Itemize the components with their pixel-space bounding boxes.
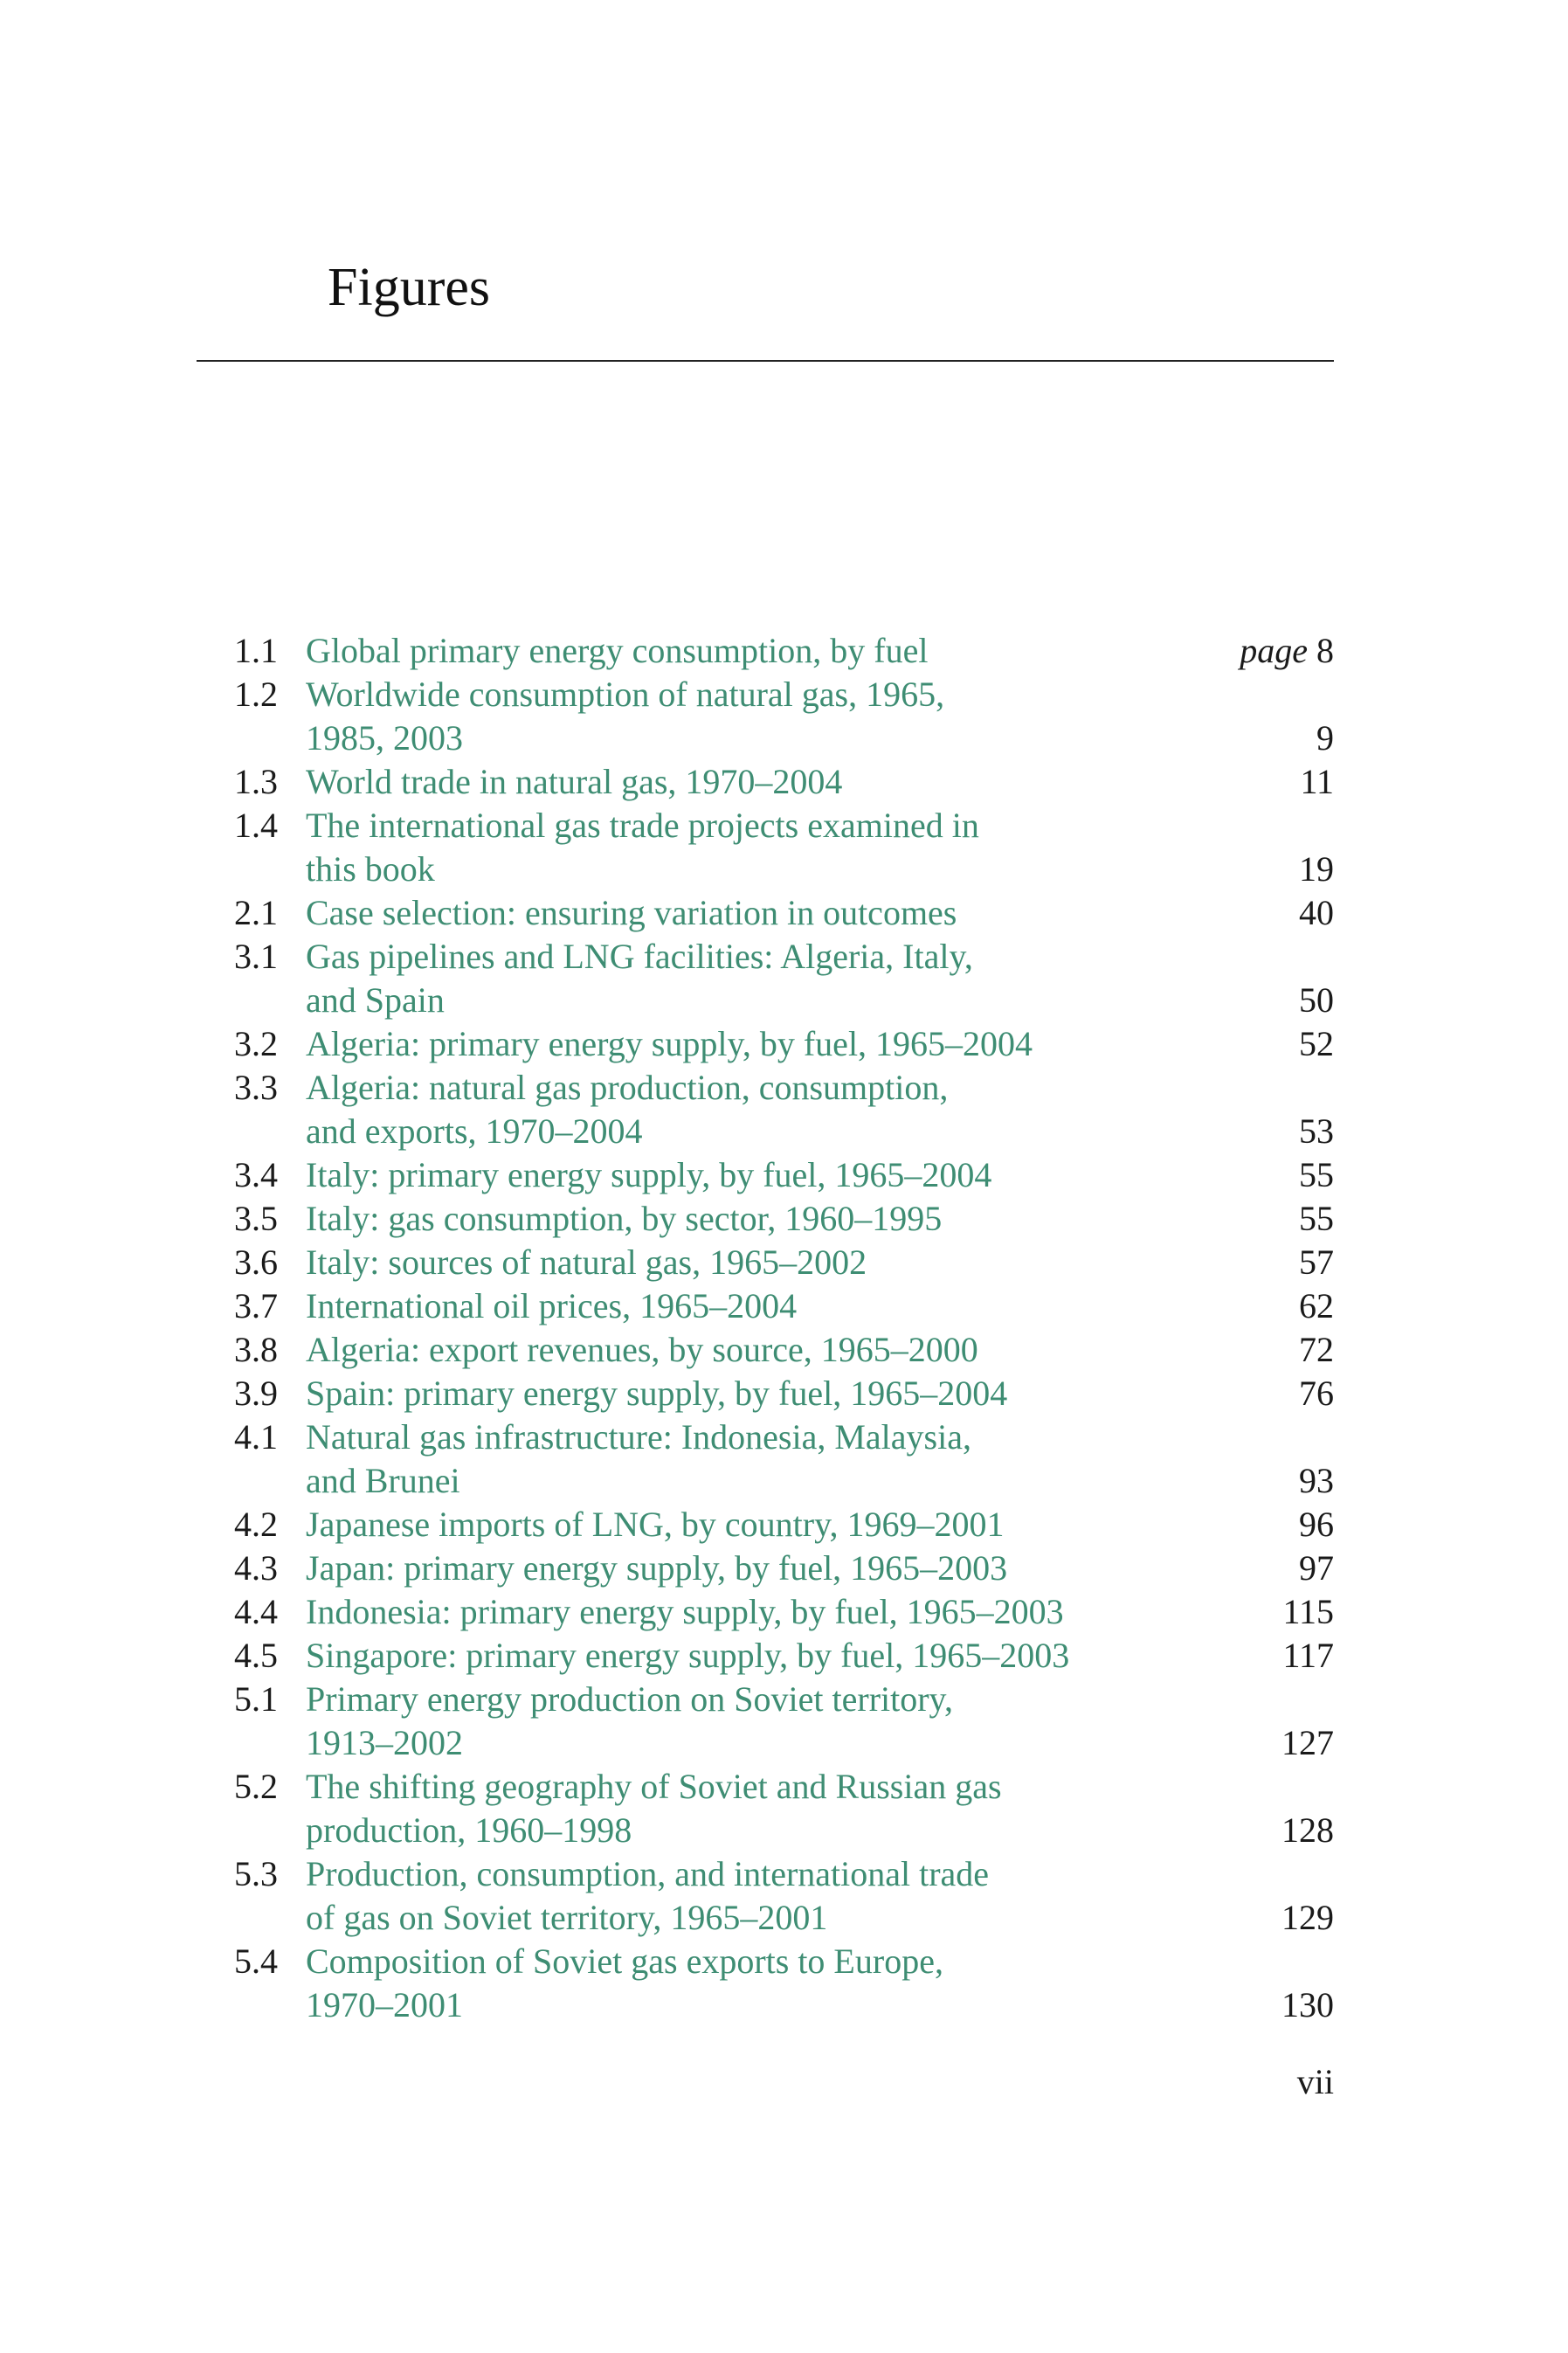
page-number-value: 55: [1299, 1199, 1334, 1238]
figure-entry[interactable]: [0, 673, 1568, 760]
figure-entry[interactable]: [0, 1634, 1568, 1678]
page-number-value: 19: [1299, 849, 1334, 889]
figure-title-line: production, 1960–1998: [306, 1810, 632, 1850]
figure-title-line: 1970–2001: [306, 1985, 463, 2024]
figure-title[interactable]: [306, 1328, 978, 1372]
figure-page-number: [1299, 1241, 1334, 1284]
figure-entry[interactable]: [0, 1241, 1568, 1284]
figure-entry[interactable]: [0, 1153, 1568, 1197]
figure-number: 5.3: [234, 1854, 278, 1893]
figure-page-number: [1299, 891, 1334, 935]
figure-number: 5.2: [234, 1767, 278, 1806]
figure-title-line: International oil prices, 1965–2004: [306, 1286, 798, 1325]
figure-entry[interactable]: [0, 1940, 1568, 2027]
figure-title[interactable]: [306, 1372, 1007, 1415]
figure-page-number: [1300, 760, 1334, 804]
title-rule: [197, 360, 1334, 362]
figure-title-line: Singapore: primary energy supply, by fuel, 1965–2003: [306, 1636, 1070, 1675]
figure-title-line: Italy: sources of natural gas, 1965–2002: [306, 1242, 867, 1282]
figure-number: 1.4: [234, 806, 278, 845]
figure-page-number: [1281, 1896, 1334, 1940]
page-number-value: 127: [1281, 1723, 1334, 1762]
figure-number: 4.2: [234, 1505, 278, 1544]
figure-title-line: Indonesia: primary energy supply, by fuel, 1965–2003: [306, 1592, 1064, 1631]
figure-title-line: Composition of Soviet gas exports to Europe,: [306, 1941, 943, 1981]
page-title: Figures: [328, 258, 490, 317]
figure-title-line: Production, consumption, and international trade: [306, 1854, 990, 1893]
page-folio: vii: [1296, 2062, 1334, 2101]
figure-number: 1.3: [234, 762, 278, 801]
figure-page-number: [1299, 1328, 1334, 1372]
page-prefix-label: page: [1240, 631, 1308, 670]
figure-title-line: Algeria: primary energy supply, by fuel, 1965–2004: [306, 1024, 1033, 1063]
figure-number: 3.9: [234, 1374, 278, 1413]
figure-number: 4.4: [234, 1592, 278, 1631]
figure-title[interactable]: [306, 1241, 867, 1284]
figure-page-number: [1299, 1197, 1334, 1241]
page-number-value: 96: [1299, 1505, 1334, 1544]
page-number-value: 130: [1281, 1985, 1334, 2024]
figure-page-number: [1299, 1503, 1334, 1547]
figure-number: 3.5: [234, 1199, 278, 1238]
figure-entry[interactable]: [0, 1372, 1568, 1415]
figure-entry[interactable]: [0, 1022, 1568, 1066]
figure-title[interactable]: [306, 891, 957, 935]
figure-entry[interactable]: [0, 1547, 1568, 1590]
figure-title[interactable]: [306, 1590, 1064, 1634]
figure-title[interactable]: [306, 1503, 1005, 1547]
figure-page-number: [1299, 1153, 1334, 1197]
figure-number: 4.3: [234, 1548, 278, 1588]
figure-number: 5.1: [234, 1679, 278, 1719]
page-number-value: 128: [1281, 1810, 1334, 1850]
figure-number: 3.7: [234, 1286, 278, 1325]
figure-title[interactable]: [306, 1852, 989, 1940]
figure-entry[interactable]: [0, 629, 1568, 673]
figure-entry[interactable]: [0, 1197, 1568, 1241]
figure-title-line: Primary energy production on Soviet territory,: [306, 1679, 953, 1719]
figure-number: 1.1: [234, 631, 278, 670]
figure-entry[interactable]: [0, 1328, 1568, 1372]
figure-title-line: Italy: primary energy supply, by fuel, 1965–2004: [306, 1155, 992, 1194]
figures-list: [0, 629, 1568, 2027]
figure-title[interactable]: [306, 1066, 948, 1153]
figure-page-number: [1299, 1110, 1334, 1153]
figure-page-number: [1299, 979, 1334, 1022]
figure-entry[interactable]: [0, 891, 1568, 935]
figure-title[interactable]: [306, 1678, 953, 1765]
figure-entry[interactable]: [0, 1503, 1568, 1547]
figure-title[interactable]: [306, 1022, 1033, 1066]
figure-title-line: Case selection: ensuring variation in outcomes: [306, 893, 957, 932]
figure-page-number: [1281, 1983, 1334, 2027]
figure-number: 3.6: [234, 1242, 278, 1282]
figure-title-line: 1985, 2003: [306, 718, 463, 758]
figure-title[interactable]: [306, 1415, 971, 1503]
figure-title[interactable]: [306, 760, 842, 804]
page-number-value: 57: [1299, 1242, 1334, 1282]
figure-page-number: [1281, 1809, 1334, 1852]
page-number-value: 53: [1299, 1111, 1334, 1151]
figure-title-line: and Spain: [306, 980, 445, 1020]
page-number-value: 72: [1299, 1330, 1334, 1369]
page-number-value: 50: [1299, 980, 1334, 1020]
figure-page-number: [1282, 1590, 1334, 1634]
figure-number: 3.1: [234, 937, 278, 976]
figure-title-line: Spain: primary energy supply, by fuel, 1965–2004: [306, 1374, 1008, 1413]
figure-page-number: [1316, 716, 1334, 760]
figure-title-line: and Brunei: [306, 1461, 460, 1500]
figure-number: 3.3: [234, 1068, 278, 1107]
page-number-value: 9: [1316, 718, 1334, 758]
figure-title-line: The shifting geography of Soviet and Russian gas: [306, 1767, 1002, 1806]
page-number-value: 62: [1299, 1286, 1334, 1325]
figure-title[interactable]: [306, 629, 928, 673]
figure-page-number: [1282, 1634, 1334, 1678]
figure-entry[interactable]: [0, 1066, 1568, 1153]
page-number-value: 40: [1299, 893, 1334, 932]
figure-title-line: Italy: gas consumption, by sector, 1960–1995: [306, 1199, 943, 1238]
figure-page-number: [1299, 1284, 1334, 1328]
figure-title[interactable]: [306, 1940, 943, 2027]
figure-page-number: [1240, 629, 1334, 673]
figure-title-line: World trade in natural gas, 1970–2004: [306, 762, 843, 801]
figure-page-number: [1299, 1022, 1334, 1066]
figure-title[interactable]: [306, 935, 973, 1022]
figure-page-number: [1299, 1459, 1334, 1503]
page-number-value: 97: [1299, 1548, 1334, 1588]
page-number-value: 93: [1299, 1461, 1334, 1500]
figure-entry[interactable]: [0, 1284, 1568, 1328]
figure-title-line: Global primary energy consumption, by fuel: [306, 631, 929, 670]
figure-page-number: [1281, 1721, 1334, 1765]
figure-number: 3.8: [234, 1330, 278, 1369]
figure-page-number: [1299, 1547, 1334, 1590]
page-number-value: 8: [1316, 631, 1334, 670]
figure-entry[interactable]: [0, 760, 1568, 804]
figure-title[interactable]: [306, 804, 979, 891]
figure-title-line: Gas pipelines and LNG facilities: Algeria, Italy,: [306, 937, 973, 976]
figure-entry[interactable]: [0, 1415, 1568, 1503]
figure-title[interactable]: [306, 1153, 991, 1197]
figure-title-line: Worldwide consumption of natural gas, 1965,: [306, 675, 945, 714]
figure-title-line: and exports, 1970–2004: [306, 1111, 643, 1151]
figure-title-line: Natural gas infrastructure: Indonesia, Malaysia,: [306, 1417, 971, 1457]
figure-title[interactable]: [306, 1284, 797, 1328]
figure-number: 5.4: [234, 1941, 278, 1981]
figure-number: 4.1: [234, 1417, 278, 1457]
figure-title[interactable]: [306, 1197, 942, 1241]
figure-title-line: of gas on Soviet territory, 1965–2001: [306, 1898, 828, 1937]
figure-number: 2.1: [234, 893, 278, 932]
figure-title-line: The international gas trade projects examined in: [306, 806, 979, 845]
figure-number: 3.4: [234, 1155, 278, 1194]
figure-number: 4.5: [234, 1636, 278, 1675]
figure-title[interactable]: [306, 1547, 1007, 1590]
page-number-value: 52: [1299, 1024, 1334, 1063]
page-number-value: 76: [1299, 1374, 1334, 1413]
figure-entry[interactable]: [0, 1678, 1568, 1765]
page-number-value: 11: [1300, 762, 1334, 801]
figure-title-line: Algeria: export revenues, by source, 1965–2000: [306, 1330, 978, 1369]
page-number-value: 115: [1282, 1592, 1334, 1631]
figure-title[interactable]: [306, 1634, 1069, 1678]
figure-title-line: Algeria: natural gas production, consumption,: [306, 1068, 949, 1107]
page-number-value: 129: [1281, 1898, 1334, 1937]
figure-entry[interactable]: [0, 1590, 1568, 1634]
figure-entry[interactable]: [0, 1852, 1568, 1940]
figure-page-number: [1299, 1372, 1334, 1415]
page-number-value: 55: [1299, 1155, 1334, 1194]
figure-number: 1.2: [234, 675, 278, 714]
figure-entry[interactable]: [0, 804, 1568, 891]
figure-entry[interactable]: [0, 1765, 1568, 1852]
figure-title-line: 1913–2002: [306, 1723, 463, 1762]
figure-title-line: Japan: primary energy supply, by fuel, 1965–2003: [306, 1548, 1008, 1588]
figure-title-line: this book: [306, 849, 435, 889]
figure-entry[interactable]: [0, 935, 1568, 1022]
figure-title-line: Japanese imports of LNG, by country, 1969–2001: [306, 1505, 1005, 1544]
figure-title[interactable]: [306, 673, 944, 760]
figure-page-number: [1299, 848, 1334, 891]
figure-title[interactable]: [306, 1765, 1002, 1852]
page-number-value: 117: [1282, 1636, 1334, 1675]
figure-number: 3.2: [234, 1024, 278, 1063]
